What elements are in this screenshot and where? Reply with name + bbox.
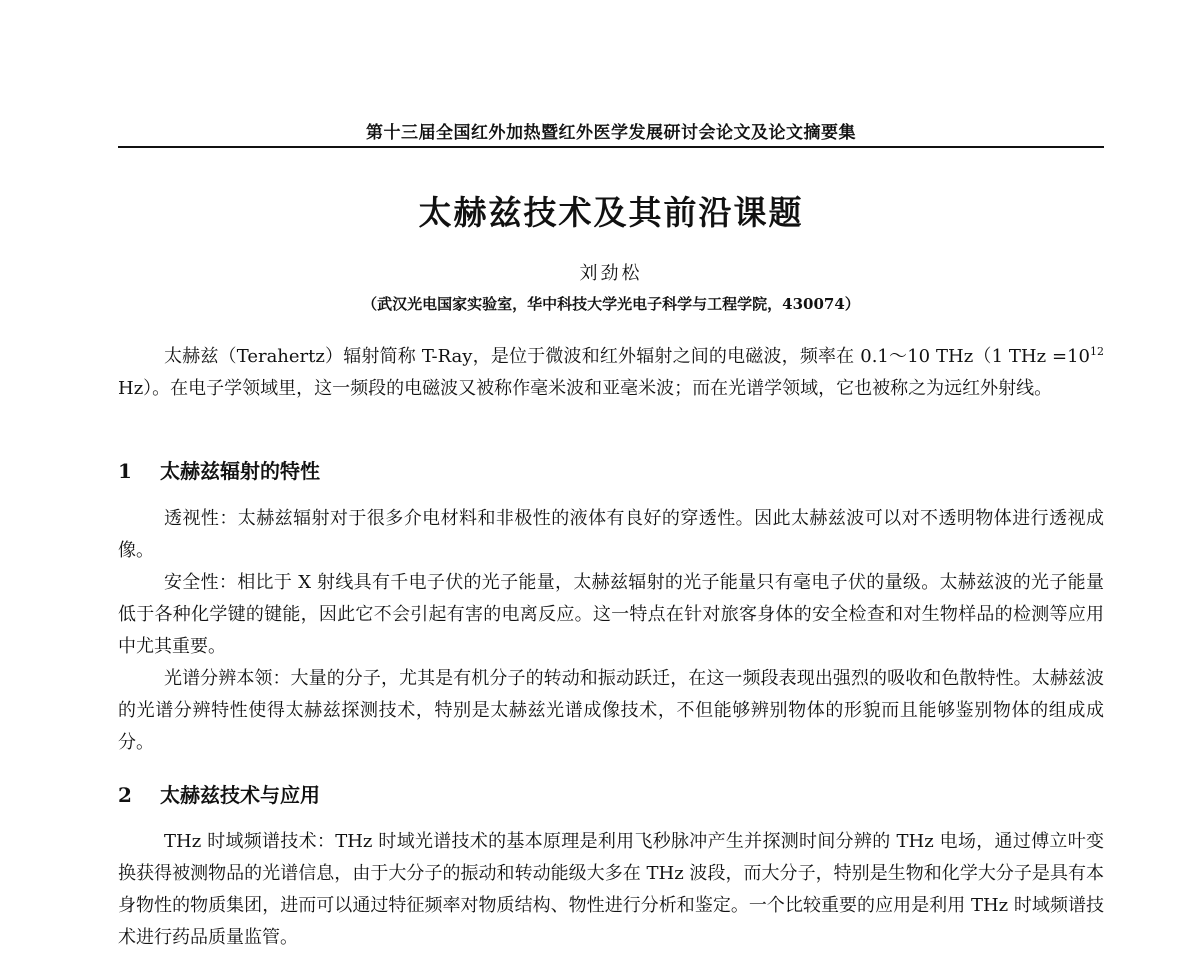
section-number-2: 2 <box>118 783 132 807</box>
author-name: 刘劲松 <box>579 263 643 284</box>
section-title-2: 太赫兹技术与应用 <box>160 783 320 807</box>
header-rule <box>118 146 1104 148</box>
running-header: 第十三届全国红外加热暨红外医学发展研讨会论文及论文摘要集 <box>366 123 856 143</box>
intro-text-before: 太赫兹（Terahertz）辐射简称 T-Ray，是位于微波和红外辐射之间的电磁波，频率在 0.1～10 THz（1 THz =10 <box>164 346 1090 367</box>
intro-text-after: Hz）。在电子学领域里，这一频段的电磁波又被称作毫米波和亚毫米波；而在光谱学领域，它也被称之为远红外射线。 <box>118 378 1053 399</box>
section-1-paragraph-3: 光谱分辨本领：大量的分子，尤其是有机分子的转动和振动跃迁，在这一频段表现出强烈的吸收和色散特性。太赫兹波的光谱分辨特性使得太赫兹探测技术，特别是太赫兹光谱成像技术，不但能够辨别物体的形貌而且能够鉴别物体的组成成分。 <box>118 668 1104 753</box>
section-heading-2 <box>118 779 1104 808</box>
section-2-paragraph-1: THz 时域频谱技术：THz 时域光谱技术的基本原理是利用飞秒脉冲产生并探测时间分辨的 THz 电场，通过傅立叶变换获得被测物品的光谱信息，由于大分子的振动和转动能级大多在 THz 波段，而大分子，特别是生物和化学大分子是具有本身物性的物质集团，进而可以通过特征频率对物质结构、物性进行分析和鉴定。一个比较重要的应用是利用 THz 时域频谱技术进行药品质量监管。 <box>118 831 1104 948</box>
section-title-1: 太赫兹辐射的特性 <box>160 459 320 483</box>
section-1-paragraph-2: 安全性：相比于 X 射线具有千电子伏的光子能量，太赫兹辐射的光子能量只有毫电子伏的量级。太赫兹波的光子能量低于各种化学键的键能，因此它不会引起有害的电离反应。这一特点在针对旅客身体的安全检查和对生物样品的检测等应用中尤其重要。 <box>118 572 1104 657</box>
intro-exponent: 12 <box>1090 345 1104 358</box>
intro-paragraph <box>118 341 1104 405</box>
paper-title: 太赫兹技术及其前沿课题 <box>418 193 804 232</box>
section-1-paragraph-1: 透视性：太赫兹辐射对于很多介电材料和非极性的液体有良好的穿透性。因此太赫兹波可以对不透明物体进行透视成像。 <box>118 508 1104 561</box>
section-heading-1 <box>118 455 1104 484</box>
author-affiliation: （武汉光电国家实验室，华中科技大学光电子科学与工程学院，430074） <box>362 295 860 313</box>
section-number-1: 1 <box>118 459 132 483</box>
